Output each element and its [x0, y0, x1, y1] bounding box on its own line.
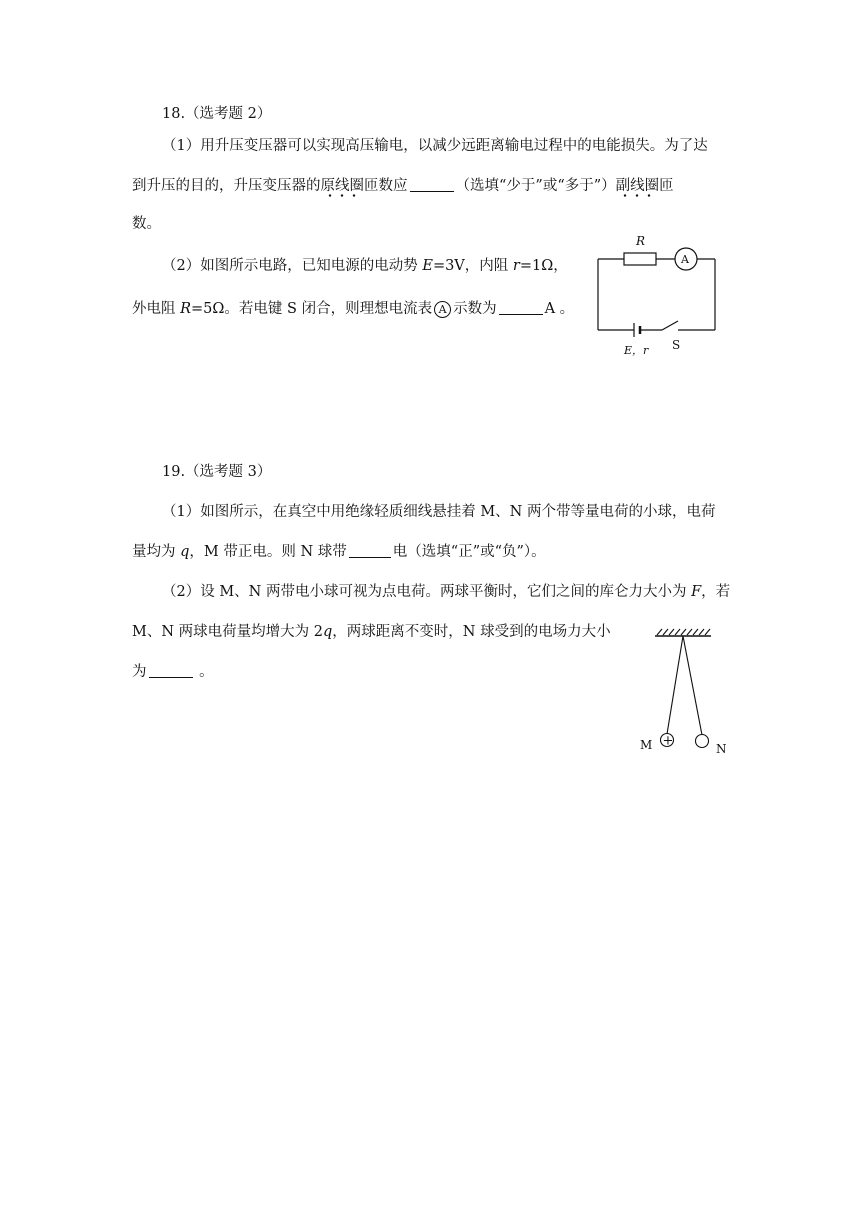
ceiling-hatching [657, 629, 710, 635]
q19-part2-line3 [132, 662, 214, 682]
resistor [624, 253, 656, 265]
switch-blade [662, 321, 678, 330]
circuit-diagram [592, 232, 722, 362]
text: ，若 [701, 584, 731, 600]
force-symbol: F [691, 584, 702, 600]
text: 匝数应 [364, 178, 408, 194]
answer-blank-19-1[interactable] [349, 543, 391, 558]
text: 外电阻 [132, 301, 181, 317]
answer-blank-19-2[interactable] [149, 663, 193, 678]
text: =1Ω， [519, 258, 568, 274]
text: 匝 [659, 178, 674, 194]
text: A 。 [544, 301, 575, 317]
q18-part2-line2 [132, 299, 574, 319]
ammeter-label: A [681, 253, 689, 266]
charge-symbol: q [180, 544, 190, 560]
q19-part1-line2 [132, 542, 546, 562]
emphasis-secondary-coil: 副线圈 [616, 178, 660, 198]
answer-blank-18-2[interactable] [499, 300, 543, 315]
text: （2）如图所示电路，已知电源的电动势 [162, 258, 423, 274]
text: =3V，内阻 [432, 258, 513, 274]
emphasis-primary-coil: 原线圈 [321, 178, 365, 198]
ammeter-symbol: A [434, 301, 451, 318]
text: ，M 带正电。则 N 球带 [189, 544, 347, 560]
text: 为 [132, 664, 147, 680]
ball-n-label: N [716, 742, 727, 756]
source-label: E，r [624, 344, 649, 357]
q19-part2-line2 [132, 622, 611, 642]
switch-label: S [672, 338, 681, 352]
text: （选填“少于”或“多于”） [455, 178, 616, 194]
ball-m-label: M [640, 738, 653, 752]
q18-part1-line3: 数。 [132, 216, 161, 232]
text: 到升压的目的，升压变压器的 [132, 178, 321, 194]
internal-resistance-symbol: r [512, 258, 520, 274]
text: 示数为 [453, 301, 497, 317]
q18-part1-line2 [132, 176, 674, 196]
text: 。 [194, 664, 214, 680]
text: （2）设 M、N 两带电小球可视为点电荷。两球平衡时，它们之间的库仑力大小为 [162, 584, 692, 600]
q18-title: 18.（选考题 2） [162, 106, 272, 122]
text: ，两球距离不变时，N 球受到的电场力大小 [332, 624, 611, 640]
q19-title: 19.（选考题 3） [162, 464, 272, 480]
resistor-label: R [636, 234, 646, 248]
text: 量均为 [132, 544, 181, 560]
charge-symbol: q [322, 624, 333, 640]
thread-n [683, 636, 702, 735]
q19-part2-line1 [162, 582, 730, 602]
resistance-symbol: R [180, 301, 192, 317]
q18-part2-line1 [162, 256, 568, 276]
emf-symbol: E [422, 258, 433, 274]
thread-m [667, 636, 683, 734]
pendulum-figure [635, 620, 735, 760]
text: 电（选填“正”或“负”）。 [392, 544, 546, 560]
text: M、N 两球电荷量均增大为 2 [132, 624, 323, 640]
q19-part1-line1: （1）如图所示，在真空中用绝缘轻质细线悬挂着 M、N 两个带等量电荷的小球，电荷 [162, 504, 716, 520]
answer-blank-18-1[interactable] [410, 177, 454, 192]
plus-sign: + [662, 733, 674, 749]
text: =5Ω。若电键 S 闭合，则理想电流表 [191, 301, 433, 317]
ball-n [696, 735, 709, 748]
q18-part1-line1: （1）用升压变压器可以实现高压输电，以减少远距离输电过程中的电能损失。为了达 [162, 138, 708, 154]
